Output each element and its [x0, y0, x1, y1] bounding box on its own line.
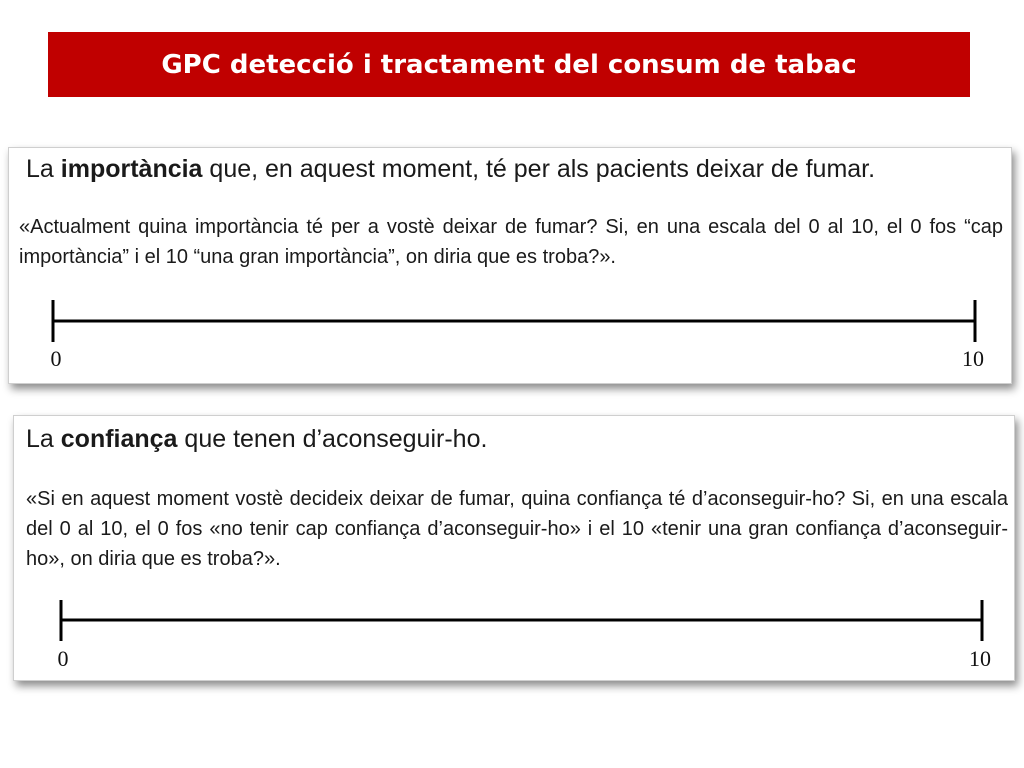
importance-card — [8, 147, 1012, 384]
confidence-heading-prefix: La — [26, 425, 61, 453]
importance-scale-min-label: 0 — [50, 346, 62, 371]
importance-scale — [9, 148, 1013, 385]
title-banner — [48, 32, 970, 97]
importance-heading-suffix: que, en aquest moment, té per als pacients deixar de fumar. — [202, 155, 876, 183]
confidence-question: «Si en aquest moment vostè decideix deixar de fumar, quina confiança té d’aconseguir-ho? Si, en una escala del 0 al 10, el 0 fos «no tenir cap confiança d’aconseguir-ho» i el 10 «tenir una gran confiança d’aconseguir-ho», on diria que es troba?». — [26, 488, 1008, 570]
confidence-heading-keyword: confiança — [60, 425, 178, 453]
confidence-card — [13, 415, 1015, 681]
importance-scale-max-label: 10 — [962, 346, 984, 371]
confidence-scale — [14, 416, 1016, 682]
importance-question: «Actualment quina importància té per a vostè deixar de fumar? Si, en una escala del 0 al 10, el 0 fos “cap importància” i el 10 “una gran importància”, on diria que es troba?». — [19, 216, 1003, 268]
importance-heading-prefix: La — [26, 155, 61, 183]
importance-heading-keyword: importància — [60, 155, 203, 183]
page-title: GPC detecció i tractament del consum de tabac — [161, 49, 857, 80]
confidence-scale-max-label: 10 — [969, 646, 991, 671]
confidence-heading-suffix: que tenen d’aconseguir-ho. — [177, 425, 488, 453]
confidence-scale-min-label: 0 — [57, 646, 69, 671]
